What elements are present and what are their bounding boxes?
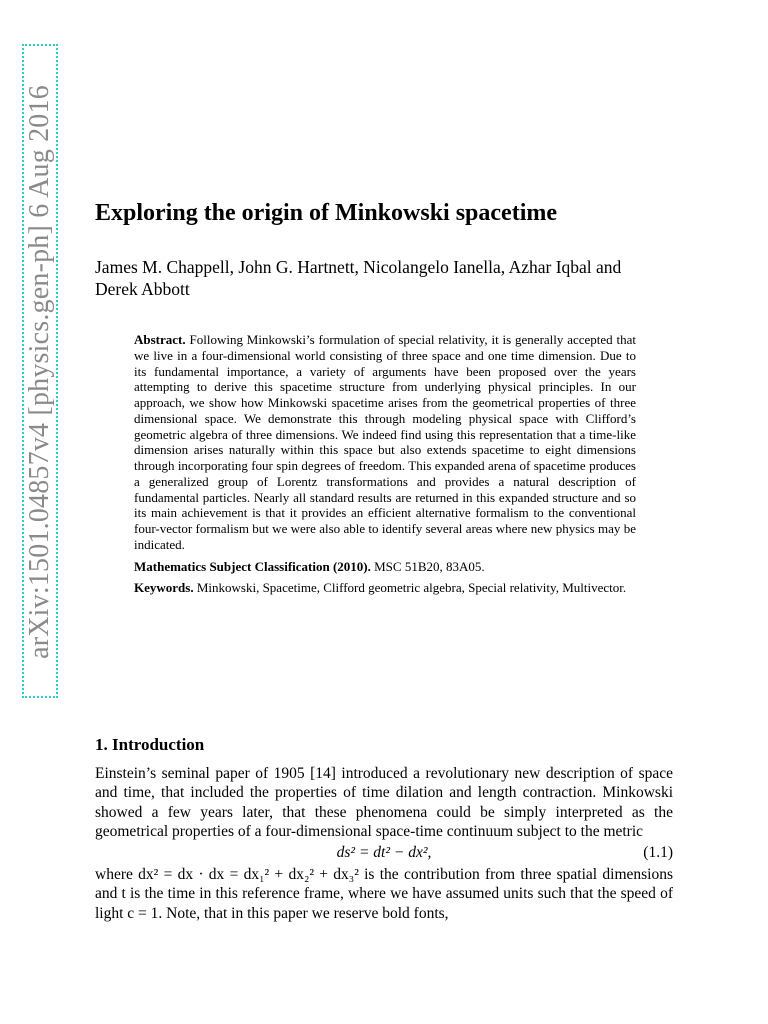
equation-number: (1.1) xyxy=(643,844,673,862)
msc-paragraph xyxy=(134,559,636,575)
abstract-block xyxy=(134,332,636,602)
intro-paragraph-2: where dx² = dx · dx = dx₁² + dx₂² + dx₃² is the contribution from three spatial dimensions and t is the time in this reference frame, where we have assumed units such that the speed of light c = 1. Note, that in this paper we reserve bold fonts, xyxy=(95,866,673,922)
keywords-paragraph xyxy=(134,580,636,596)
introduction-body xyxy=(95,764,673,923)
keywords-label: Keywords. xyxy=(134,580,194,596)
arxiv-identifier: arXiv:1501.04857v4 [physics.gen-ph] 6 Aug 2016 xyxy=(24,85,55,659)
paper-title: Exploring the origin of Minkowski spacetime xyxy=(95,200,558,226)
equation-1-1 xyxy=(95,841,673,865)
abstract-paragraph xyxy=(134,332,636,553)
abstract-text: Following Minkowski’s formulation of special relativity, it is generally accepted that we live in a four-dimensional world consisting of three space and one time dimension. Due to its fundamental importance, a variety of arguments have been proposed over the years attempting to derive this spacetime structure from underlying physical principles. In our approach, we show how Minkowski spacetime arises from the geometrical properties of three dimensional space. We demonstrate this through modeling physical space with Clifford’s geometric algebra of three dimensions. We indeed find using this representation that a time-like dimension arises naturally within this space but also extends spacetime to eight dimensions through incorporating four spin degrees of freedom. This expanded arena of spacetime produces a generalized group of Lorentz transformations and provides a natural description of fundamental particles. Nearly all standard results are returned in this expanded structure and so its main achievement is that it provides an efficient alternative formalism to the conventional four-vector formalism but we were also able to identify several areas where new physics may be indicated. xyxy=(134,332,637,552)
msc-text: MSC 51B20, 83A05. xyxy=(374,558,485,574)
keywords-text: Minkowski, Spacetime, Clifford geometric algebra, Special relativity, Multivector. xyxy=(196,580,627,596)
equation-body: ds² = dt² − dx², xyxy=(336,844,432,862)
abstract-label: Abstract. xyxy=(134,332,186,347)
intro-paragraph-1: Einstein’s seminal paper of 1905 [14] introduced a revolutionary new description of space and time, that included the properties of time dilation and length contraction. Minkowski showed a few years later, that these phenomena could be simply interpreted as the geometrical properties of a four-dimensional space-time continuum subject to the metric xyxy=(95,765,673,840)
msc-label: Mathematics Subject Classification (2010). xyxy=(134,558,371,574)
section-heading-introduction: 1. Introduction xyxy=(95,735,205,754)
paper-authors: James M. Chappell, John G. Hartnett, Nicolangelo Ianella, Azhar Iqbal and Derek Abbott xyxy=(95,257,622,299)
